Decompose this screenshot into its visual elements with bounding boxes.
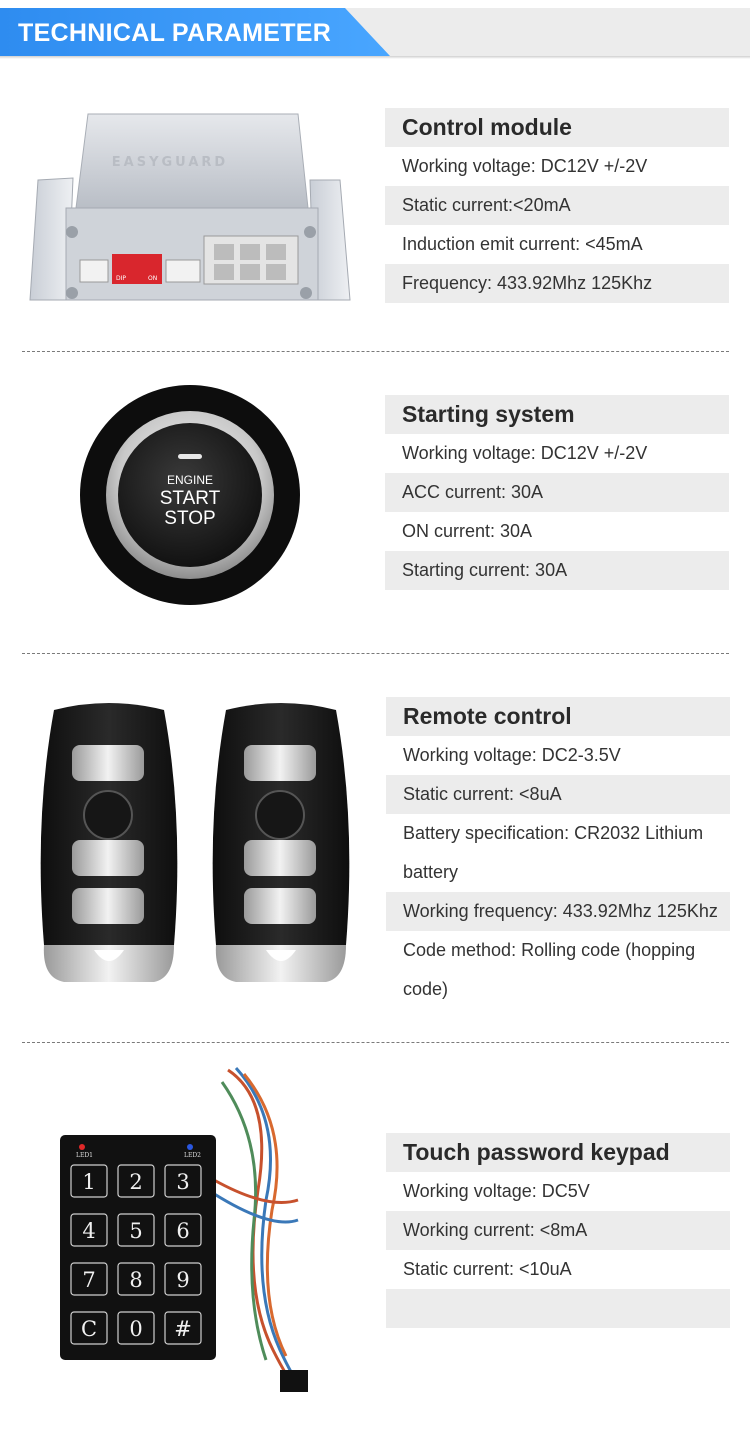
spec-row: ON current: 30A <box>402 521 533 541</box>
led2-label: LED2 <box>184 1152 201 1159</box>
start-label: START <box>159 488 221 509</box>
spec-row <box>386 1289 730 1328</box>
spec-title: Starting system <box>385 395 729 434</box>
stop-label: STOP <box>164 508 216 529</box>
spec-row: Code method: Rolling code (hopping code) <box>403 940 696 999</box>
spec-row: Working voltage: DC5V <box>403 1181 590 1201</box>
spec-row: Induction emit current: <45mA <box>402 234 643 254</box>
spec-row: Static current: <8uA <box>386 775 730 814</box>
spec-row: Working voltage: DC12V +/-2V <box>402 156 648 176</box>
key-fob-right <box>213 703 350 982</box>
keypad-key-label: 3 <box>176 1170 190 1194</box>
spec-title: Remote control <box>386 697 730 736</box>
keypad-key-label: C <box>80 1317 98 1341</box>
spec-table-remote-control <box>386 697 730 1009</box>
section-divider <box>22 653 729 654</box>
engine-start-button-image <box>78 384 302 606</box>
dip-on-label: ON <box>148 275 158 282</box>
spec-row: ACC current: 30A <box>385 473 729 512</box>
keypad-key-label: 2 <box>129 1170 143 1194</box>
spec-row: Working current: <8mA <box>386 1211 730 1250</box>
led1-label: LED1 <box>76 1152 93 1159</box>
section-divider <box>22 351 729 352</box>
engine-label: ENGINE <box>166 473 214 487</box>
control-module-image <box>28 108 353 308</box>
spec-row: Working frequency: 433.92Mhz 125Khz <box>386 892 730 931</box>
spec-row: Static current:<20mA <box>385 186 729 225</box>
keypad-key-label: 7 <box>82 1268 96 1292</box>
spec-row: Battery specification: CR2032 Lithium battery <box>403 823 704 882</box>
keypad-key-label: 8 <box>129 1268 143 1292</box>
spec-table-keypad <box>386 1133 730 1328</box>
keypad-key-label: 1 <box>82 1170 96 1194</box>
keypad-key-label: 9 <box>176 1268 190 1292</box>
spec-row: Static current: <10uA <box>403 1259 572 1279</box>
key-fob-left <box>41 703 178 982</box>
spec-table-control-module <box>385 108 729 303</box>
keypad-key-label: 4 <box>82 1219 96 1243</box>
keypad-key-label: 5 <box>129 1219 143 1243</box>
header-shadow <box>0 56 750 59</box>
section-divider <box>22 1042 729 1043</box>
dip-label: DIP <box>116 275 127 282</box>
spec-row: Frequency: 433.92Mhz 125Khz <box>385 264 729 303</box>
spec-row: Working voltage: DC2-3.5V <box>403 745 621 765</box>
spec-table-starting-system <box>385 395 729 590</box>
key-fob-image <box>34 700 364 990</box>
page-title: TECHNICAL PARAMETER <box>18 19 332 47</box>
brand-label: EASYGUARD <box>111 155 229 170</box>
page-header <box>0 0 750 60</box>
spec-title: Touch password keypad <box>386 1133 730 1172</box>
keypad-image <box>58 1060 318 1415</box>
keypad-key-label: # <box>174 1317 192 1341</box>
spec-row: Working voltage: DC12V +/-2V <box>402 443 648 463</box>
keypad-key-label: 6 <box>176 1219 190 1243</box>
spec-row: Starting current: 30A <box>385 551 729 590</box>
spec-title: Control module <box>385 108 729 147</box>
keypad-key-label: 0 <box>129 1317 143 1341</box>
